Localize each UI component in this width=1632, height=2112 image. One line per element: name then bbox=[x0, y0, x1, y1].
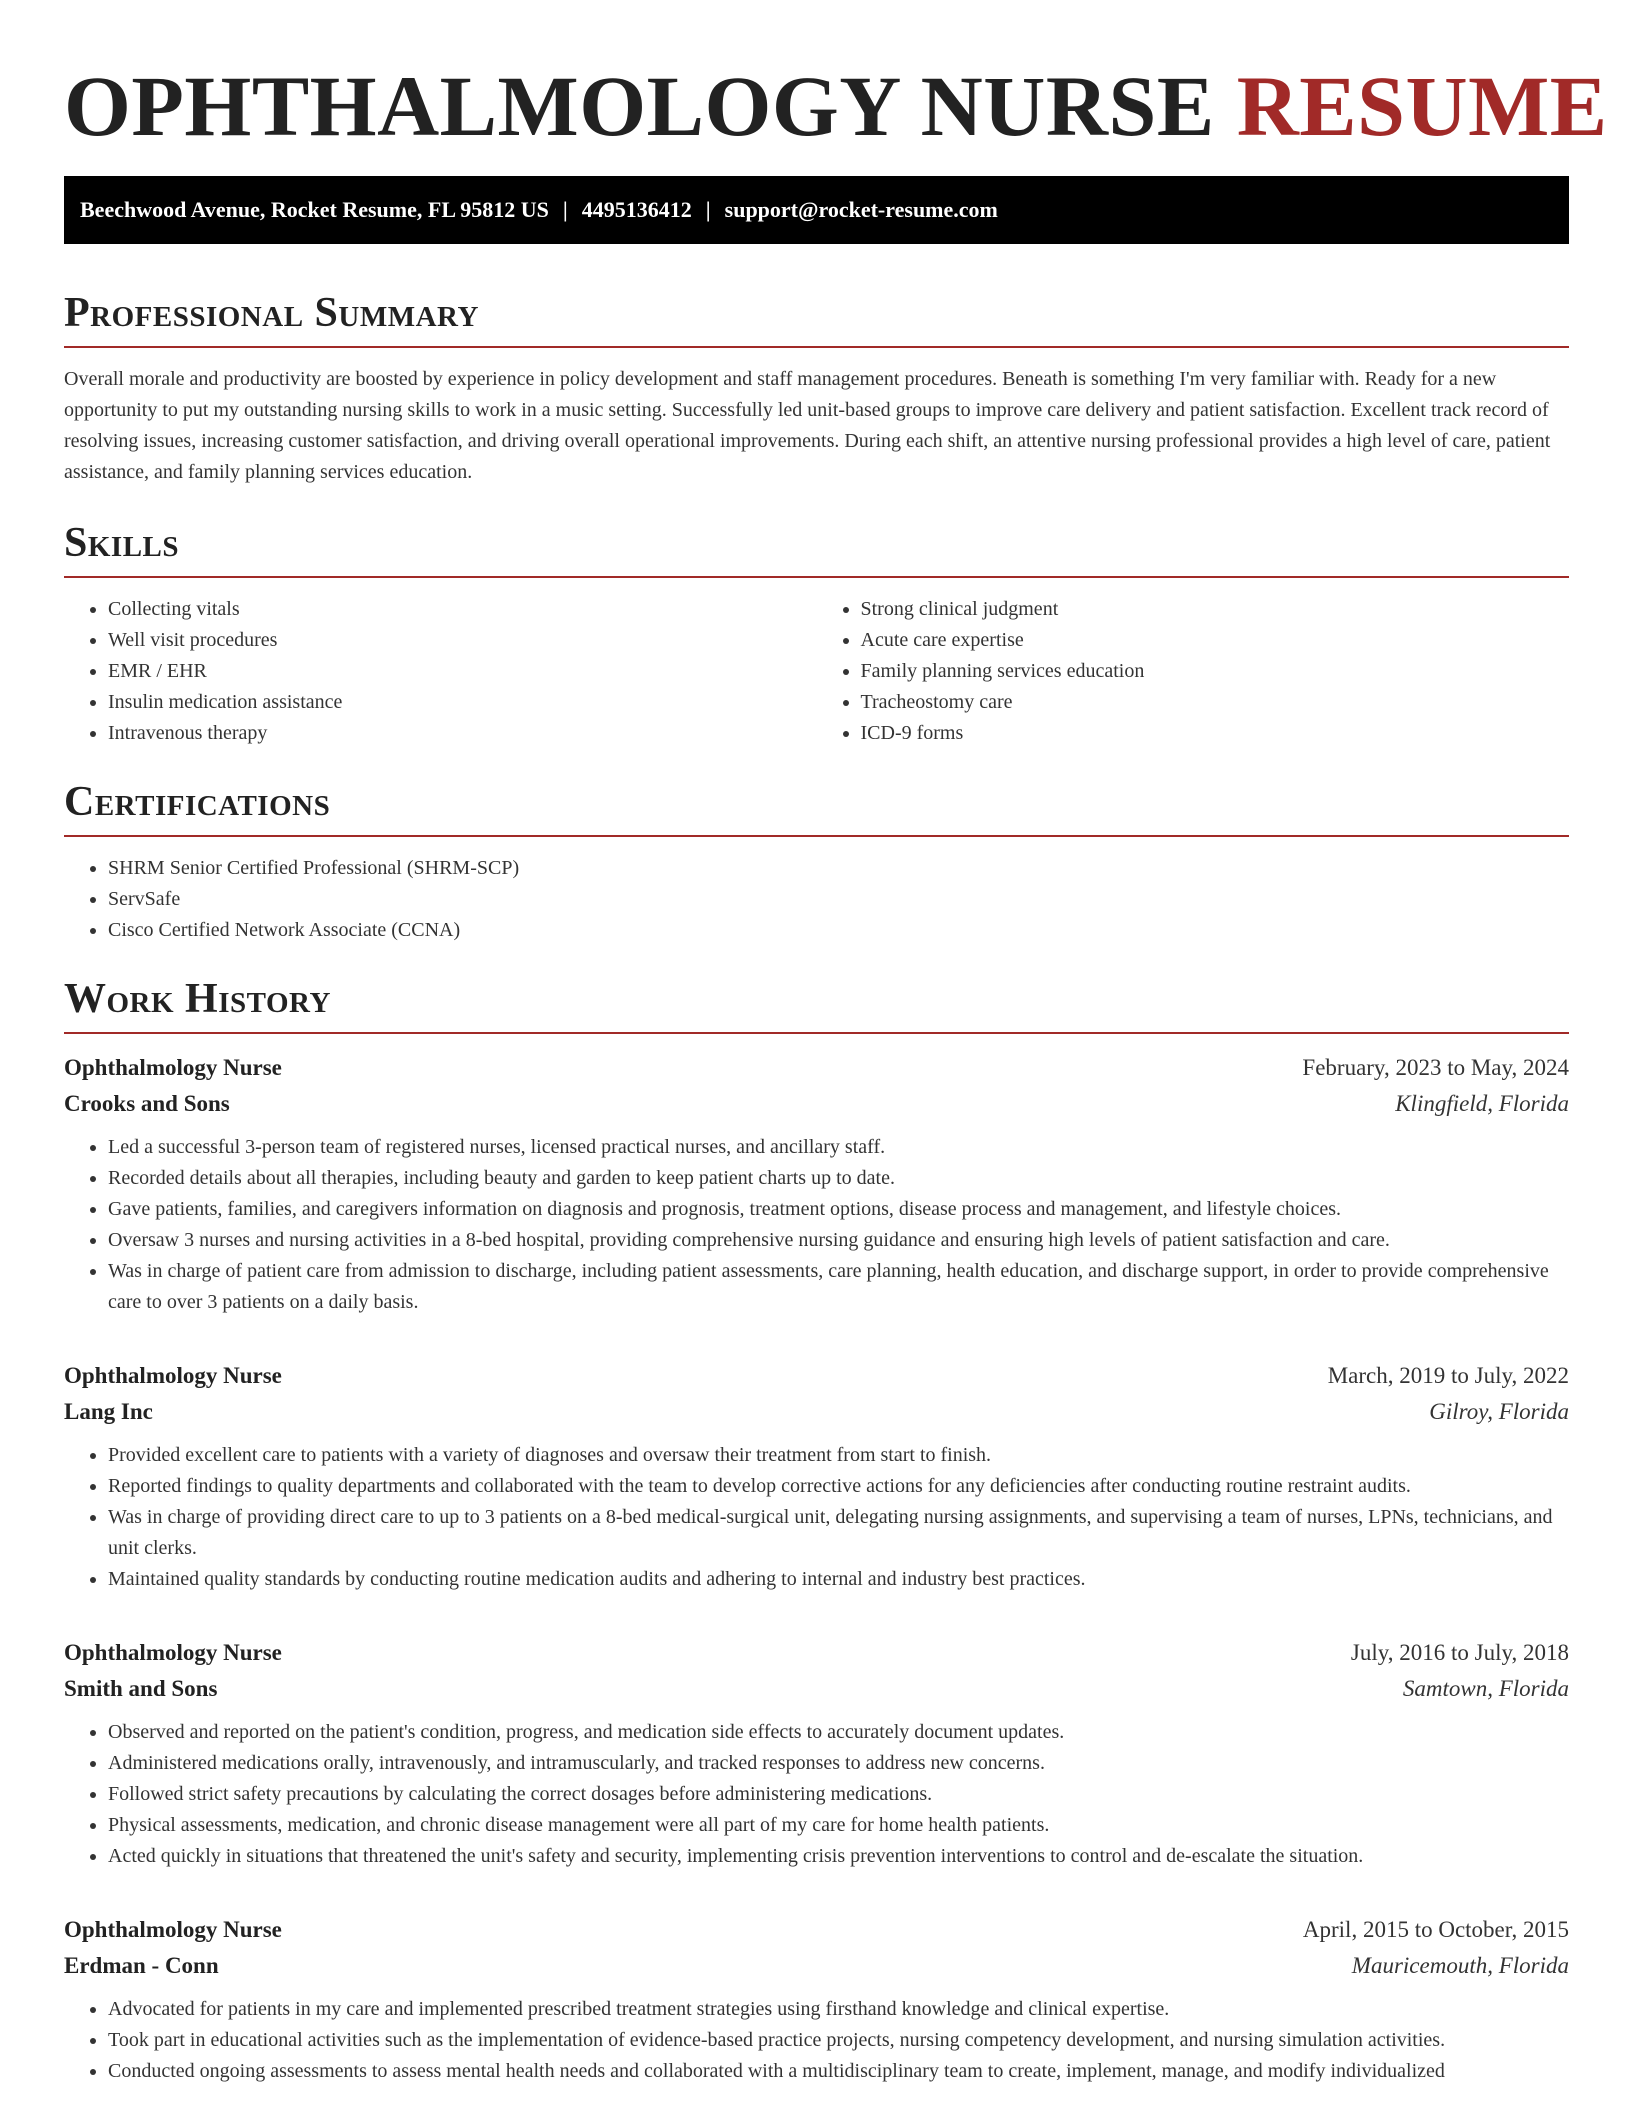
job-entry bbox=[64, 1635, 1569, 1872]
job-company: Smith and Sons bbox=[64, 1676, 218, 1701]
job-bullets bbox=[64, 1717, 1569, 1872]
skills-list-right bbox=[817, 594, 1570, 749]
summary-text: Overall morale and productivity are boosted by experience in policy development and staff management procedures. Beneath is something I'm very familiar with. Ready for a new opportunity to put my outstanding nursing skills to work in a music setting. Successfully led unit-based groups to improve care delivery and patient satisfaction. Excellent track record of resolving issues, increasing customer satisfaction, and driving overall operational improvements. During each shift, an attentive nursing professional provides a high level of care, patient assistance, and family planning services education. bbox=[64, 368, 1551, 483]
job-header bbox=[64, 1358, 1569, 1394]
job-location: Klingfield, Florida bbox=[1395, 1091, 1569, 1116]
skill-item: • ICD-9 forms bbox=[861, 718, 1570, 749]
job-location: Mauricemouth, Florida bbox=[1351, 1953, 1569, 1978]
job-bullet: • Maintained quality standards by conducting routine medication audits and adhering to internal and industry best practices. bbox=[108, 1564, 1569, 1595]
section-divider bbox=[64, 346, 1569, 348]
certifications-list bbox=[64, 853, 1569, 946]
skill-item: • Acute care expertise bbox=[861, 625, 1570, 656]
skill-item: • Strong clinical judgment bbox=[861, 594, 1570, 625]
certifications-heading: Certifications bbox=[64, 779, 331, 825]
job-header bbox=[64, 1050, 1569, 1086]
section-divider bbox=[64, 1032, 1569, 1034]
summary-heading: Professional Summary bbox=[64, 290, 479, 336]
job-bullet: • Gave patients, families, and caregivers information on diagnosis and prognosis, treatment options, disease process and management, and lifestyle choices. bbox=[108, 1194, 1569, 1225]
skills-grid bbox=[64, 594, 1569, 749]
certifications-section bbox=[64, 777, 1569, 946]
job-company: Lang Inc bbox=[64, 1399, 153, 1424]
job-bullet: • Recorded details about all therapies, including beauty and garden to keep patient charts up to date. bbox=[108, 1163, 1569, 1194]
job-header bbox=[64, 1635, 1569, 1671]
skill-item: • Tracheostomy care bbox=[861, 687, 1570, 718]
job-location: Gilroy, Florida bbox=[1429, 1399, 1569, 1424]
skill-item: • EMR / EHR bbox=[108, 656, 817, 687]
job-bullets bbox=[64, 1440, 1569, 1595]
job-bullet: • Physical assessments, medication, and chronic disease management were all part of my care for home health patients. bbox=[108, 1810, 1569, 1841]
job-bullet: • Oversaw 3 nurses and nursing activities in a 8-bed hospital, providing comprehensive nursing guidance and ensuring high levels of patient satisfaction and care. bbox=[108, 1225, 1569, 1256]
skill-item: • Collecting vitals bbox=[108, 594, 817, 625]
job-bullets bbox=[64, 1994, 1569, 2087]
job-subheader bbox=[64, 1086, 1569, 1122]
job-dates: April, 2015 to October, 2015 bbox=[1302, 1917, 1569, 1942]
page-title bbox=[64, 56, 1608, 156]
job-dates: March, 2019 to July, 2022 bbox=[1327, 1363, 1569, 1388]
certification-item: • SHRM Senior Certified Professional (SHRM-SCP) bbox=[108, 853, 1569, 884]
job-bullet: • Took part in educational activities such as the implementation of evidence-based practice projects, nursing competency development, and nursing simulation activities. bbox=[108, 2025, 1569, 2056]
job-title: Ophthalmology Nurse bbox=[64, 1640, 282, 1665]
certification-item: • Cisco Certified Network Associate (CCNA) bbox=[108, 915, 1569, 946]
contact-separator: | bbox=[562, 197, 568, 222]
work-history-heading: Work History bbox=[64, 976, 331, 1022]
job-bullet: • Was in charge of providing direct care to up to 3 patients on a 8-bed medical-surgical unit, delegating nursing assignments, and supervising a team of nurses, LPNs, technicians, and unit clerks. bbox=[108, 1502, 1569, 1564]
contact-bar bbox=[64, 176, 1569, 244]
job-bullet: • Was in charge of patient care from admission to discharge, including patient assessments, care planning, health education, and discharge support, in order to provide comprehensive care to over 3 patients on a daily basis. bbox=[108, 1256, 1569, 1318]
job-bullets bbox=[64, 1132, 1569, 1318]
section-divider bbox=[64, 576, 1569, 578]
job-bullet: • Led a successful 3-person team of registered nurses, licensed practical nurses, and ancillary staff. bbox=[108, 1132, 1569, 1163]
job-bullet: • Acted quickly in situations that threatened the unit's safety and security, implementing crisis prevention interventions to control and de-escalate the situation. bbox=[108, 1841, 1569, 1872]
title-main: OPHTHALMOLOGY NURSE bbox=[64, 58, 1237, 154]
job-bullet: • Observed and reported on the patient's condition, progress, and medication side effects to accurately document updates. bbox=[108, 1717, 1569, 1748]
job-dates: February, 2023 to May, 2024 bbox=[1302, 1055, 1569, 1080]
job-bullet: • Conducted ongoing assessments to assess mental health needs and collaborated with a multidisciplinary team to create, implement, manage, and modify individualized bbox=[108, 2056, 1569, 2087]
skills-heading: Skills bbox=[64, 520, 180, 566]
job-entry bbox=[64, 1050, 1569, 1318]
job-bullet: • Administered medications orally, intravenously, and intramuscularly, and tracked responses to address new concerns. bbox=[108, 1748, 1569, 1779]
skill-item: • Insulin medication assistance bbox=[108, 687, 817, 718]
job-bullet: • Advocated for patients in my care and implemented prescribed treatment strategies using firsthand knowledge and clinical expertise. bbox=[108, 1994, 1569, 2025]
job-subheader bbox=[64, 1394, 1569, 1430]
job-dates: July, 2016 to July, 2018 bbox=[1350, 1640, 1569, 1665]
job-header bbox=[64, 1912, 1569, 1948]
summary-section bbox=[64, 288, 1569, 488]
work-history-section bbox=[64, 974, 1569, 2087]
skills-section bbox=[64, 518, 1569, 749]
skill-item: • Intravenous therapy bbox=[108, 718, 817, 749]
job-title: Ophthalmology Nurse bbox=[64, 1055, 282, 1080]
job-subheader bbox=[64, 1671, 1569, 1707]
job-entry bbox=[64, 1358, 1569, 1595]
section-divider bbox=[64, 835, 1569, 837]
skill-item: • Well visit procedures bbox=[108, 625, 817, 656]
job-bullet: • Provided excellent care to patients with a variety of diagnoses and oversaw their treatment from start to finish. bbox=[108, 1440, 1569, 1471]
job-location: Samtown, Florida bbox=[1402, 1676, 1569, 1701]
skills-list-left bbox=[64, 594, 817, 749]
job-entry bbox=[64, 1912, 1569, 2087]
title-accent: RESUME bbox=[1236, 58, 1608, 154]
job-bullet: • Reported findings to quality departments and collaborated with the team to develop corrective actions for any deficiencies after conducting routine restraint audits. bbox=[108, 1471, 1569, 1502]
contact-email: support@rocket-resume.com bbox=[724, 197, 998, 222]
resume-page bbox=[64, 0, 1608, 2087]
contact-address: Beechwood Avenue, Rocket Resume, FL 95812 US bbox=[80, 197, 549, 222]
contact-phone: 4495136412 bbox=[581, 197, 692, 222]
job-bullet: • Followed strict safety precautions by calculating the correct dosages before administering medications. bbox=[108, 1779, 1569, 1810]
job-company: Erdman - Conn bbox=[64, 1953, 219, 1978]
job-subheader bbox=[64, 1948, 1569, 1984]
job-company: Crooks and Sons bbox=[64, 1091, 230, 1116]
job-title: Ophthalmology Nurse bbox=[64, 1363, 282, 1388]
contact-separator: | bbox=[705, 197, 711, 222]
skill-item: • Family planning services education bbox=[861, 656, 1570, 687]
job-title: Ophthalmology Nurse bbox=[64, 1917, 282, 1942]
certification-item: • ServSafe bbox=[108, 884, 1569, 915]
